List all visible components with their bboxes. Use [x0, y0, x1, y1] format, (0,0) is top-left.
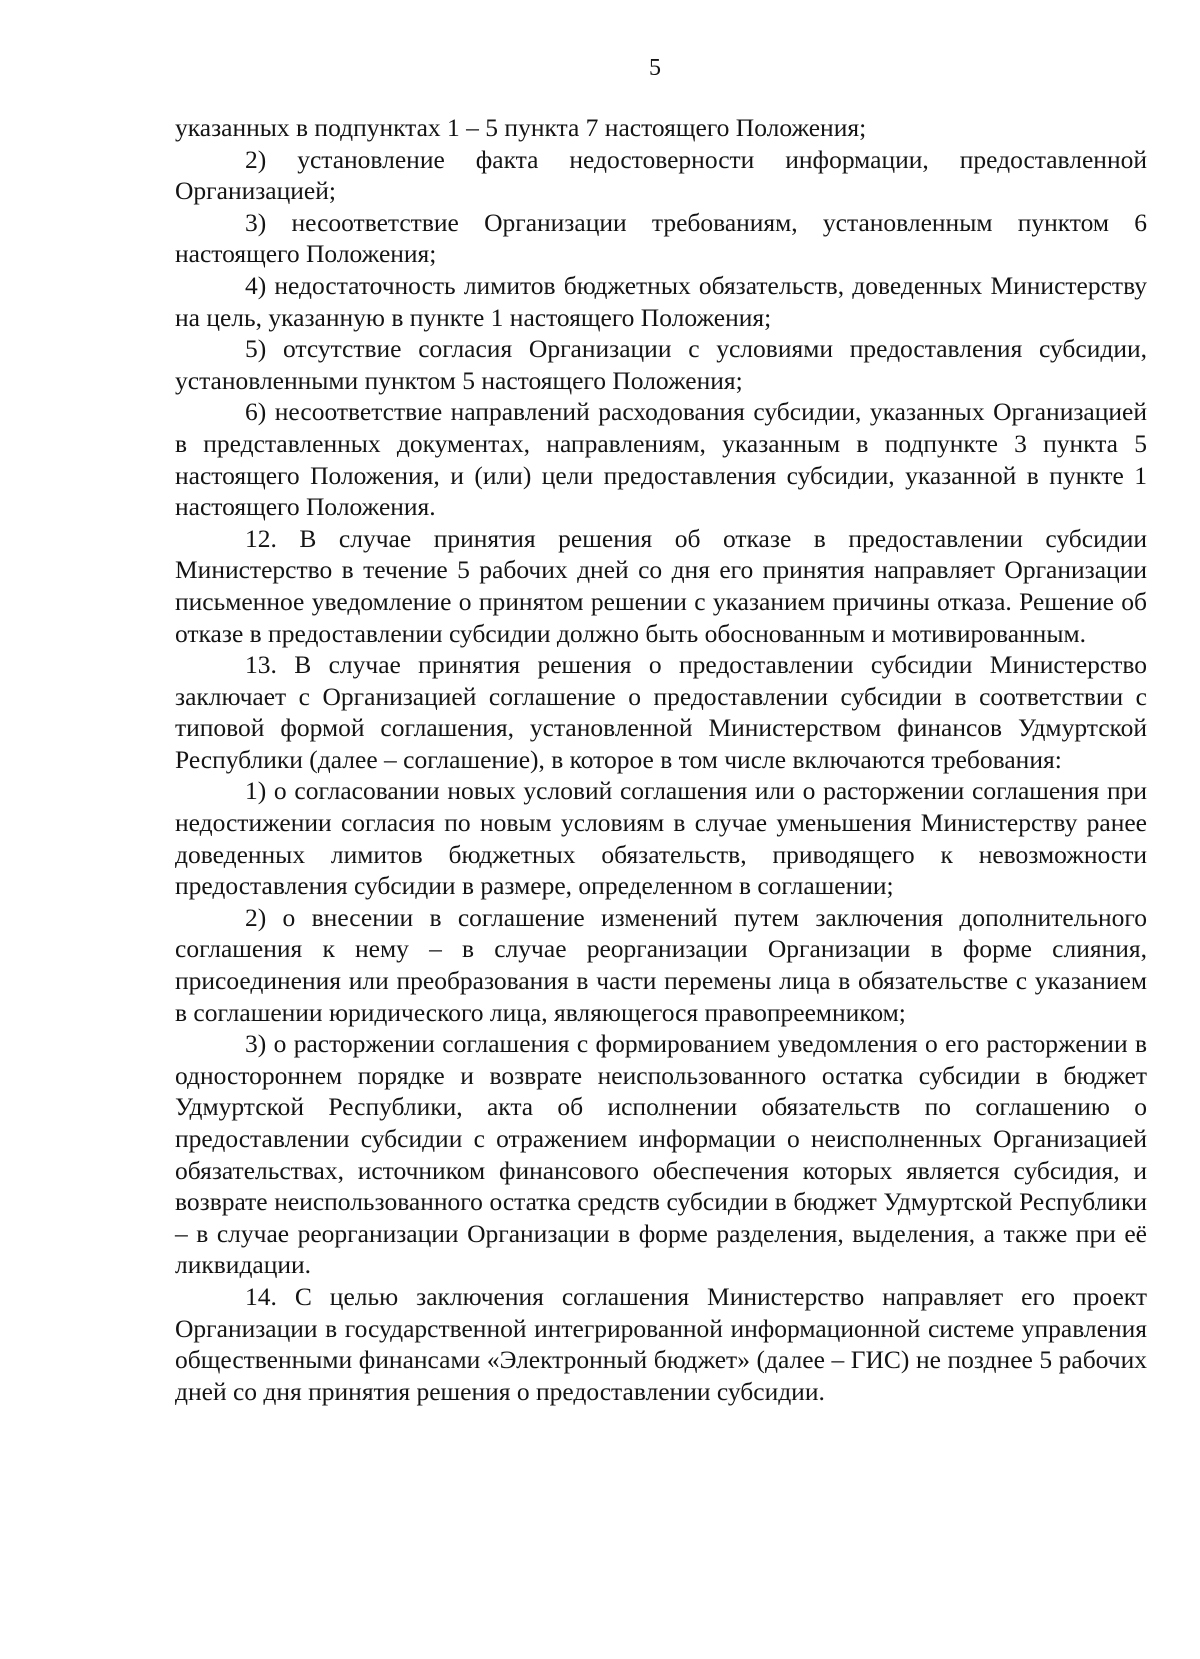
paragraph-item-3: 3) несоответствие Организации требованиям, установленным пунктом 6 настоящего Положения;	[175, 207, 1147, 269]
paragraph-item-6: 6) несоответствие направлений расходования субсидии, указанных Организацией в представленных документах, направлениям, указанным в подпункте 3 пункта 5 настоящего Положения, и (или) цели предоставления субсидии, указанной в пункте 1 настоящего Положения.	[175, 397, 1147, 522]
paragraph-requirement-1: 1) о согласовании новых условий соглашения или о расторжении соглашения при недостижении согласия по новым условиям в случае уменьшения Министерству ранее доведенных лимитов бюджетных обязательств, приводящего к невозможности предоставления субсидии в размере, определенном в соглашении;	[175, 776, 1147, 901]
paragraph-requirement-3: 3) о расторжении соглашения с формированием уведомления о его расторжении в одностороннем порядке и возврате неиспользованного остатка субсидии в бюджет Удмуртской Республики, акта об исполнении обязательств по соглашению о предоставлении субсидии с отражением информации о неисполненных Организацией обязательствах, источником финансового обеспечения которых является субсидия, и возврате неиспользованного остатка средств субсидии в бюджет Удмуртской Республики – в случае реорганизации Организации в форме разделения, выделения, а также при её ликвидации.	[175, 1029, 1147, 1280]
document-body	[175, 112, 1147, 1407]
paragraph-item-5: 5) отсутствие согласия Организации с условиями предоставления субсидии, установленными пунктом 5 настоящего Положения;	[175, 334, 1147, 395]
paragraph-item-2: 2) установление факта недостоверности информации, предоставленной Организацией;	[175, 144, 1147, 206]
paragraph-clause-14: 14. С целью заключения соглашения Министерство направляет его проект Организации в государственной интегрированной информационной системе управления общественными финансами «Электронный бюджет» (далее – ГИС) не позднее 5 рабочих дней со дня принятия решения о предоставлении субсидии.	[175, 1281, 1147, 1406]
paragraph-requirement-2: 2) о внесении в соглашение изменений путем заключения дополнительного соглашения к нему – в случае реорганизации Организации в форме слияния, присоединения или преобразования в части перемены лица в обязательстве с указанием в соглашении юридического лица, являющегося правопреемником;	[175, 902, 1147, 1027]
page-number: 5	[649, 55, 661, 81]
paragraph-item-4: 4) недостаточность лимитов бюджетных обязательств, доведенных Министерству на цель, указанную в пункте 1 настоящего Положения;	[175, 270, 1147, 332]
paragraph-clause-12: 12. В случае принятия решения об отказе в предоставлении субсидии Министерство в течение 5 рабочих дней со дня его принятия направляет Организации письменное уведомление о принятом решении с указанием причины отказа. Решение об отказе в предоставлении субсидии должно быть обоснованным и мотивированным.	[175, 523, 1147, 648]
paragraph-clause-13: 13. В случае принятия решения о предоставлении субсидии Министерство заключает с Организацией соглашение о предоставлении субсидии в соответствии с типовой формой соглашения, установленной Министерством финансов Удмуртской Республики (далее – соглашение), в которое в том числе включаются требования:	[175, 650, 1147, 774]
paragraph-continuation: указанных в подпунктах 1 – 5 пункта 7 настоящего Положения;	[175, 113, 867, 142]
